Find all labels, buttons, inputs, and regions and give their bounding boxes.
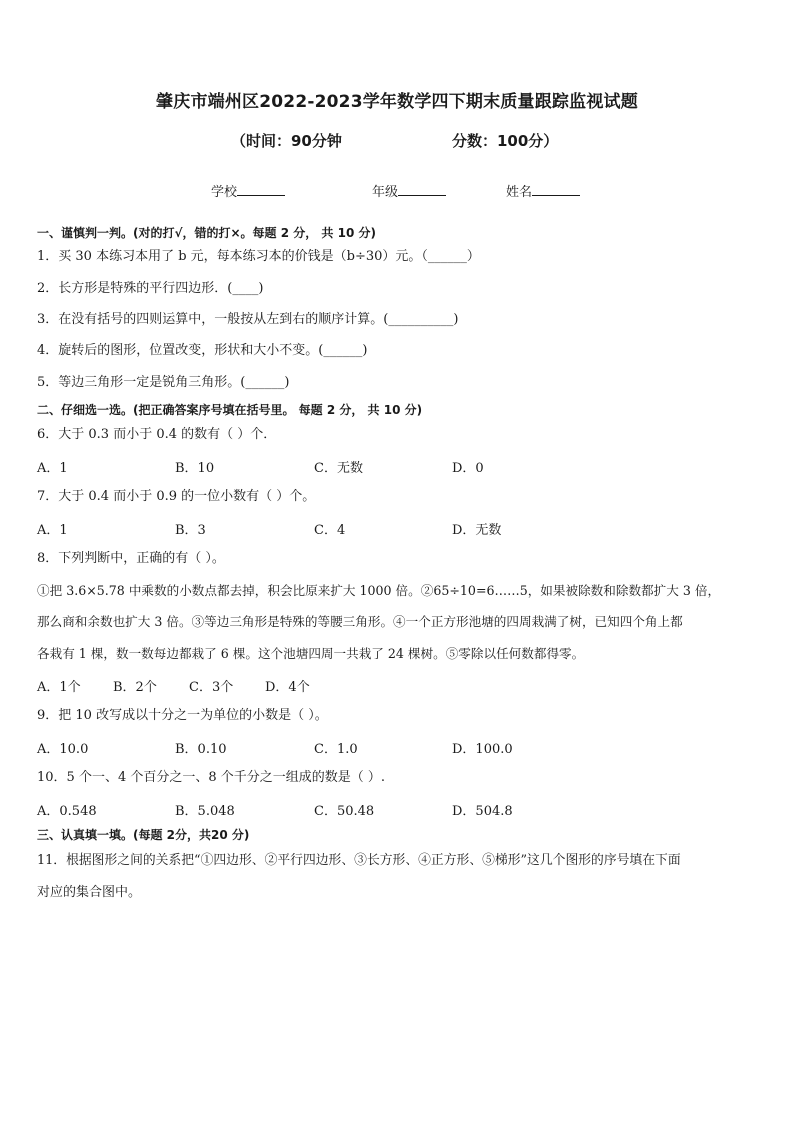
q8-text-line-2: 那么商和余数也扩大 3 倍。③等边三角形是特殊的等腰三角形。④一个正方形池塘的四周栽满了树，已知四个角上都	[37, 614, 683, 629]
section3-heading: 三、认真填一填。(每题 2分，共20 分)	[37, 828, 250, 842]
question-5: 5．等边三角形一定是锐角三角形。(______)	[37, 375, 290, 390]
question-8: 8．下列判断中，正确的有（ ）。	[37, 551, 225, 566]
q8-text-line-3: 各栽有 1 棵，数一数每边都栽了 6 棵。这个池塘四周一共栽了 24 棵树。⑤零除以任何数都得零。	[37, 646, 585, 661]
question-7: 7．大于 0.4 而小于 0.9 的一位小数有（ ）个。	[37, 489, 316, 504]
question-1: 1．买 30 本练习本用了 b 元，每本练习本的价钱是（b÷30）元。（______）	[37, 249, 480, 264]
q8-option-c: C．3个	[189, 680, 234, 695]
q8-option-a: A．1个	[37, 680, 81, 695]
q8-text-line-1: ①把 3.6×5.78 中乘数的小数点都去掉，积会比原来扩大 1000 倍。②65÷10=6……5，如果被除数和除数都扩大 3 倍，	[37, 583, 721, 598]
grade-blank	[398, 184, 446, 196]
question-3: 3．在没有括号的四则运算中，一般按从左到右的顺序计算。(__________)	[37, 312, 459, 327]
q6-option-d: D．0	[452, 461, 484, 476]
exam-time: （时间：90分钟	[231, 132, 342, 150]
q9-option-c: C．1.0	[314, 742, 358, 757]
name-label: 姓名	[506, 185, 533, 200]
q6-option-b: B．10	[175, 461, 215, 476]
q9-option-d: D．100.0	[452, 742, 513, 757]
question-11-line-1: 11．根据图形之间的关系把“①四边形、②平行四边形、③长方形、④正方形、⑤梯形”这几个图形的序号填在下面	[37, 853, 681, 868]
q8-option-d: D．4个	[265, 680, 310, 695]
name-field	[506, 181, 580, 200]
grade-field	[372, 181, 446, 200]
q10-option-d: D．504.8	[452, 804, 513, 819]
question-9: 9．把 10 改写成以十分之一为单位的小数是（ ）。	[37, 708, 328, 723]
section2-heading: 二、仔细选一选。(把正确答案序号填在括号里。 每题 2 分， 共 10 分)	[37, 403, 423, 417]
q8-option-b: B．2个	[113, 680, 157, 695]
q7-option-b: B．3	[175, 523, 206, 538]
q7-option-d: D．无数	[452, 523, 502, 538]
question-4: 4．旋转后的图形，位置改变，形状和大小不变。(______)	[37, 343, 368, 358]
question-6: 6．大于 0.3 而小于 0.4 的数有（ ）个．	[37, 427, 277, 442]
q7-option-c: C．4	[314, 523, 346, 538]
q6-option-c: C．无数	[314, 461, 363, 476]
school-label: 学校	[211, 185, 238, 200]
question-10: 10．5 个一、4 个百分之一、8 个千分之一组成的数是（ ）.	[37, 770, 386, 785]
q6-option-a: A．1	[37, 461, 68, 476]
school-field	[211, 181, 285, 200]
q10-option-c: C．50.48	[314, 804, 375, 819]
question-2: 2．长方形是特殊的平行四边形．(____)	[37, 281, 264, 296]
q10-option-a: A．0.548	[37, 804, 97, 819]
exam-score: 分数：100分）	[452, 132, 559, 150]
q9-option-a: A．10.0	[37, 742, 89, 757]
name-blank	[532, 184, 580, 196]
q9-option-b: B．0.10	[175, 742, 227, 757]
grade-label: 年级	[372, 185, 399, 200]
section1-heading: 一、谨慎判一判。(对的打√，错的打×。每题 2 分， 共 10 分)	[37, 226, 376, 240]
question-11-line-2: 对应的集合图中。	[37, 885, 142, 900]
q7-option-a: A．1	[37, 523, 68, 538]
exam-title: 肇庆市端州区2022-2023学年数学四下期末质量跟踪监视试题	[156, 92, 638, 112]
q10-option-b: B．5.048	[175, 804, 235, 819]
school-blank	[237, 184, 285, 196]
